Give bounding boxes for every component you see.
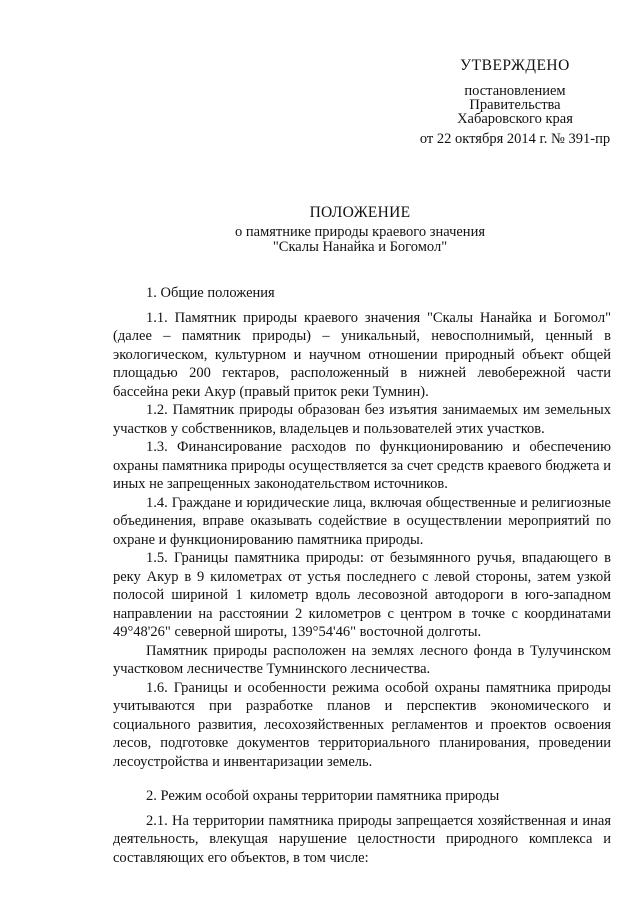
document-heading (140, 203, 580, 255)
paragraph-1-5-continued: Памятник природы расположен на землях лесного фонда в Тулучинском участковом лесничестве Тумнинского лесничества. (113, 642, 611, 677)
approval-title: УТВЕРЖДЕНО (460, 57, 570, 74)
document-subtitle-2: "Скалы Нанайка и Богомол" (272, 239, 448, 255)
document-subtitle-1: о памятнике природы краевого значения (235, 224, 485, 240)
paragraph-2-1: 2.1. На территории памятника природы запрещается хозяйственная и иная деятельность, влекущая нарушение целостности природного комплекса и составляющих его объектов, в том числе: (113, 812, 611, 866)
approval-line-1: постановлением (464, 83, 566, 99)
paragraph-1-4: 1.4. Граждане и юридические лица, включая общественные и религиозные объединения, вправе оказывать содействие в осуществлении мероприятий по охране и функционированию памятника природы. (113, 494, 611, 548)
document-title: ПОЛОЖЕНИЕ (309, 204, 411, 221)
paragraph-1-5: 1.5. Границы памятника природы: от безымянного ручья, впадающего в реку Акур в 9 километрах от устья последнего с левой стороны, затем узкой полосой шириной 1 километр вдоль лесовозной автодороги в юго-западном направлении на расстоянии 2 километров с центром в точке с координатами 49°48'26" северной широты, 139°54'46" восточной долготы. (113, 550, 611, 640)
approval-line-2: Правительства (469, 97, 561, 113)
paragraph-1-1: 1.1. Памятник природы краевого значения "Скалы Нанайка и Богомол" (далее – памятник природы) – уникальный, невосполнимый, ценный в экологическом, культурном и научном отношении природный объект общей площадью 200 гектаров, расположенный в нижней левобережной части бассейна реки Акур (правый приток реки Тумнин). (113, 309, 611, 400)
paragraph-1-2: 1.2. Памятник природы образован без изъятия занимаемых им земельных участков у собственников, владельцев и пользователей этих участков. (113, 402, 611, 437)
paragraph-1-3: 1.3. Финансирование расходов по функционированию и обеспечению охраны памятника природы осуществляется за счет средств краевого бюджета и иных не запрещенных законодательством источников. (113, 439, 611, 492)
document-body (113, 284, 611, 867)
section-2-title: 2. Режим особой охраны территории памятника природы (146, 788, 500, 804)
paragraph-1-6: 1.6. Границы и особенности режима особой охраны памятника природы учитываются при разработке планов и перспектив экономического и социального развития, лесохозяйственных регламентов и проектов освоения лесов, подготовке документов территориального планирования, проведении лесоустройства и инвентаризации земель. (113, 679, 611, 770)
approval-date: от 22 октября 2014 г. № 391-пр (419, 131, 611, 147)
approval-block (400, 56, 630, 148)
approval-line-3: Хабаровского края (457, 111, 573, 127)
section-1-title: 1. Общие положения (146, 285, 275, 301)
